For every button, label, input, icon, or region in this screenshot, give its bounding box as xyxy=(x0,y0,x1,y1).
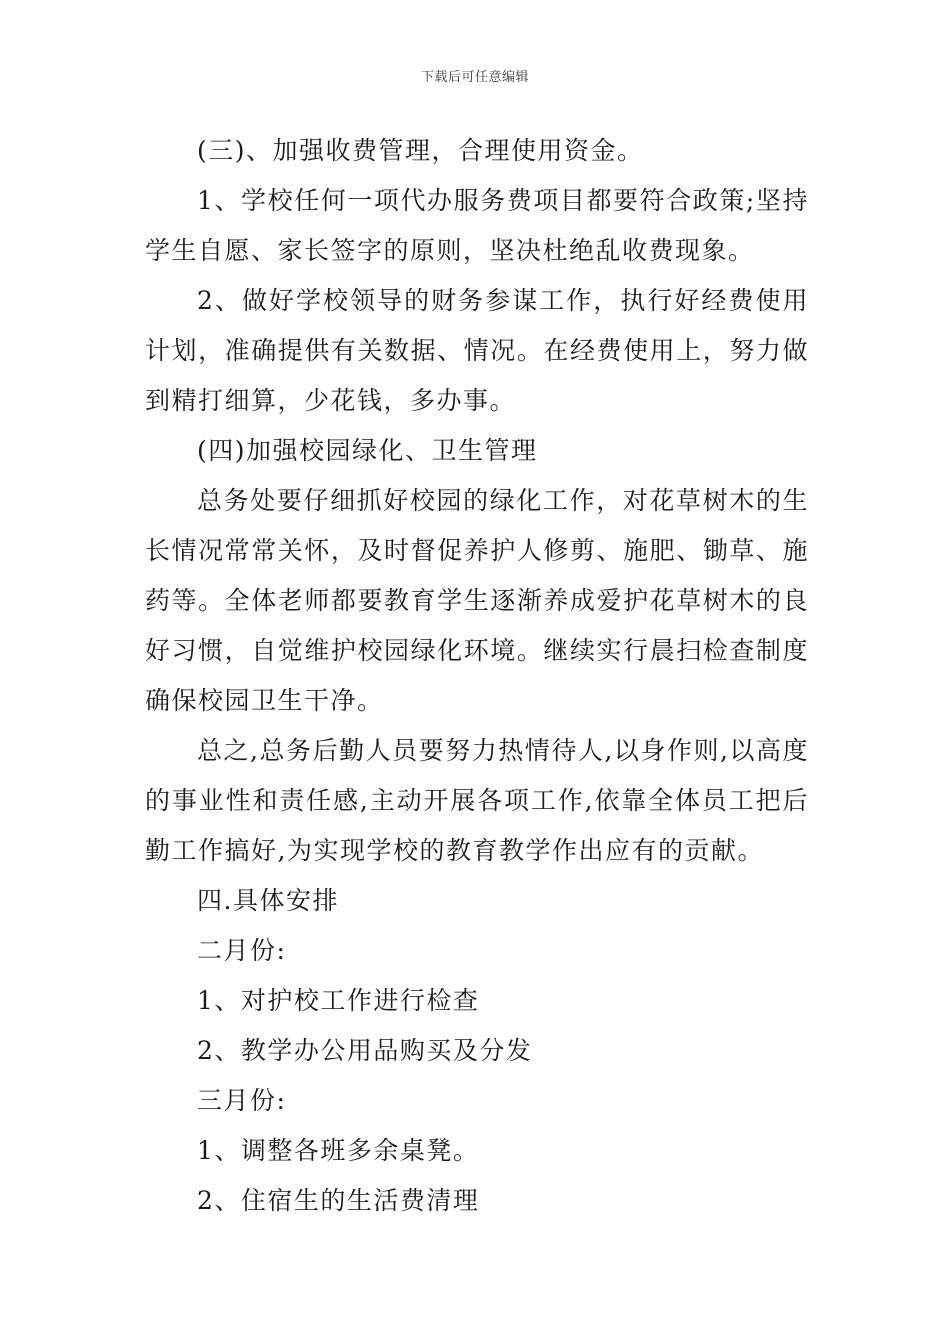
paragraph-section-three-heading: (三)、加强收费管理，合理使用资金。 xyxy=(197,136,644,165)
paragraph-fee-policy: 1、学校任何一项代办服务费项目都要符合政策;坚持学生自愿、家长签字的原则，坚决杜绝乱收费现象。 xyxy=(145,186,809,265)
list-item-february-1: 1、对护校工作进行检查 xyxy=(197,986,480,1015)
page-header-note: 下载后可任意编辑 xyxy=(420,70,529,85)
list-item-march-2: 2、住宿生的生活费清理 xyxy=(197,1186,480,1215)
paragraph-finance-advisory: 2、做好学校领导的财务参谋工作，执行好经费使用计划，准确提供有关数据、情况。在经费使用上，努力做到精打细算，少花钱，多办事。 xyxy=(145,286,809,415)
paragraph-section-four-heading: (四)加强校园绿化、卫生管理 xyxy=(197,436,538,465)
paragraph-greening-work: 总务处要仔细抓好校园的绿化工作，对花草树木的生长情况常常关怀，及时督促养护人修剪、施肥、锄草、施药等。全体老师都要教育学生逐渐养成爱护花草树木的良好习惯，自觉维护校园绿化环境。继续实行晨扫检查制度确保校园卫生干净。 xyxy=(145,486,809,715)
paragraph-february-heading: 二月份: xyxy=(197,936,287,965)
paragraph-schedule-heading: 四.具体安排 xyxy=(197,886,339,915)
paragraph-summary: 总之,总务后勤人员要努力热情待人,以身作则,以高度的事业性和责任感,主动开展各项工作,依靠全体员工把后勤工作搞好,为实现学校的教育教学作出应有的贡献。 xyxy=(145,736,809,865)
paragraph-march-heading: 三月份: xyxy=(197,1086,287,1115)
document-body xyxy=(145,126,809,1226)
list-item-march-1: 1、调整各班多余桌凳。 xyxy=(197,1136,480,1165)
list-item-february-2: 2、教学办公用品购买及分发 xyxy=(197,1036,533,1065)
